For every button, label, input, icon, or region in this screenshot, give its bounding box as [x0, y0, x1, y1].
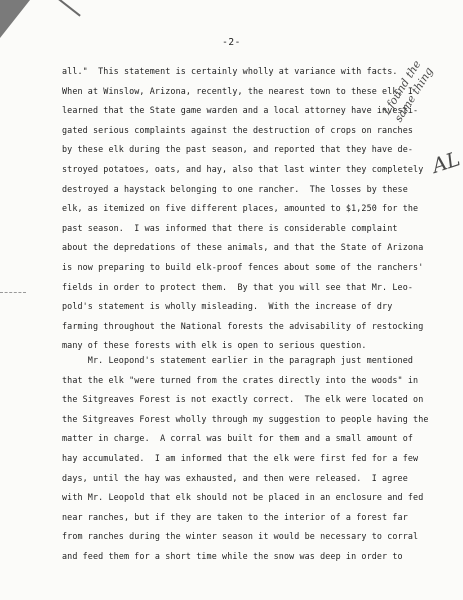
text-line: past season. I was informed that there is considerable complaint [62, 222, 398, 233]
text-line: the Sitgreaves Forest is not exactly correct. The elk were located on [62, 394, 424, 405]
text-line: When at Winslow, Arizona, recently, the nearest town to these elk, I [62, 85, 414, 96]
text-line: is now preparing to build elk-proof fences about some of the ranchers' [62, 262, 424, 272]
text-line: gated serious complaints against the destruction of crops on ranches [62, 124, 414, 135]
folded-corner [0, 0, 30, 38]
corner-crease [48, 0, 81, 17]
text-line: learned that the State game warden and a local attorney have investi- [62, 105, 419, 116]
text-line: matter in charge. A corral was built for them and a small amount of [62, 433, 414, 444]
text-line: all." This statement is certainly wholly at variance with facts. [62, 66, 398, 76]
text-line: fields in order to protect them. By that you will see that Mr. Leo- [62, 281, 414, 292]
text-line: the Sitgreaves Forest wholly through my suggestion to people having the [62, 413, 429, 424]
text-line: many of these forests with elk is open to serious question. [62, 340, 367, 351]
text-line: about the depredations of these animals, and that the State of Arizona [62, 242, 424, 253]
text-line: farming throughout the National forests the advisability of restocking [62, 320, 424, 331]
text-line: elk, as itemized on five different places, amounted to $1,250 for the [62, 203, 419, 214]
text-line: near ranches, but if they are taken to the interior of a forest far [62, 511, 408, 522]
text-line: stroyed potatoes, oats, and hay, also that last winter they completely [62, 164, 424, 174]
text-line: by these elk during the past season, and reported that they have de- [62, 144, 414, 155]
text-line: from ranches during the winter season it would be necessary to corral [62, 531, 419, 542]
text-line: hay accumulated. I am informed that the elk were first fed for a few [62, 453, 419, 463]
text-line: and feed them for a short time while the snow was deep in order to [62, 551, 403, 561]
text-line: pold's statement is wholly misleading. With the increase of dry [62, 301, 393, 312]
text-line: days, until the hay was exhausted, and then were released. I agree [62, 472, 408, 483]
margin-mark [0, 292, 26, 293]
page-number: -2- [222, 37, 241, 48]
text-line: Mr. Leopond's statement earlier in the paragraph just mentioned [62, 355, 414, 365]
text-line: destroyed a haystack belonging to one rancher. The losses by these [62, 183, 408, 194]
text-line: with Mr. Leopold that elk should not be placed in an enclosure and fed [62, 492, 424, 503]
handwritten-annotation: I found the same thing [380, 58, 436, 125]
handwritten-initials: AL [428, 146, 463, 178]
text-line: that the elk "were turned from the crates directly into the woods" in [62, 374, 419, 385]
